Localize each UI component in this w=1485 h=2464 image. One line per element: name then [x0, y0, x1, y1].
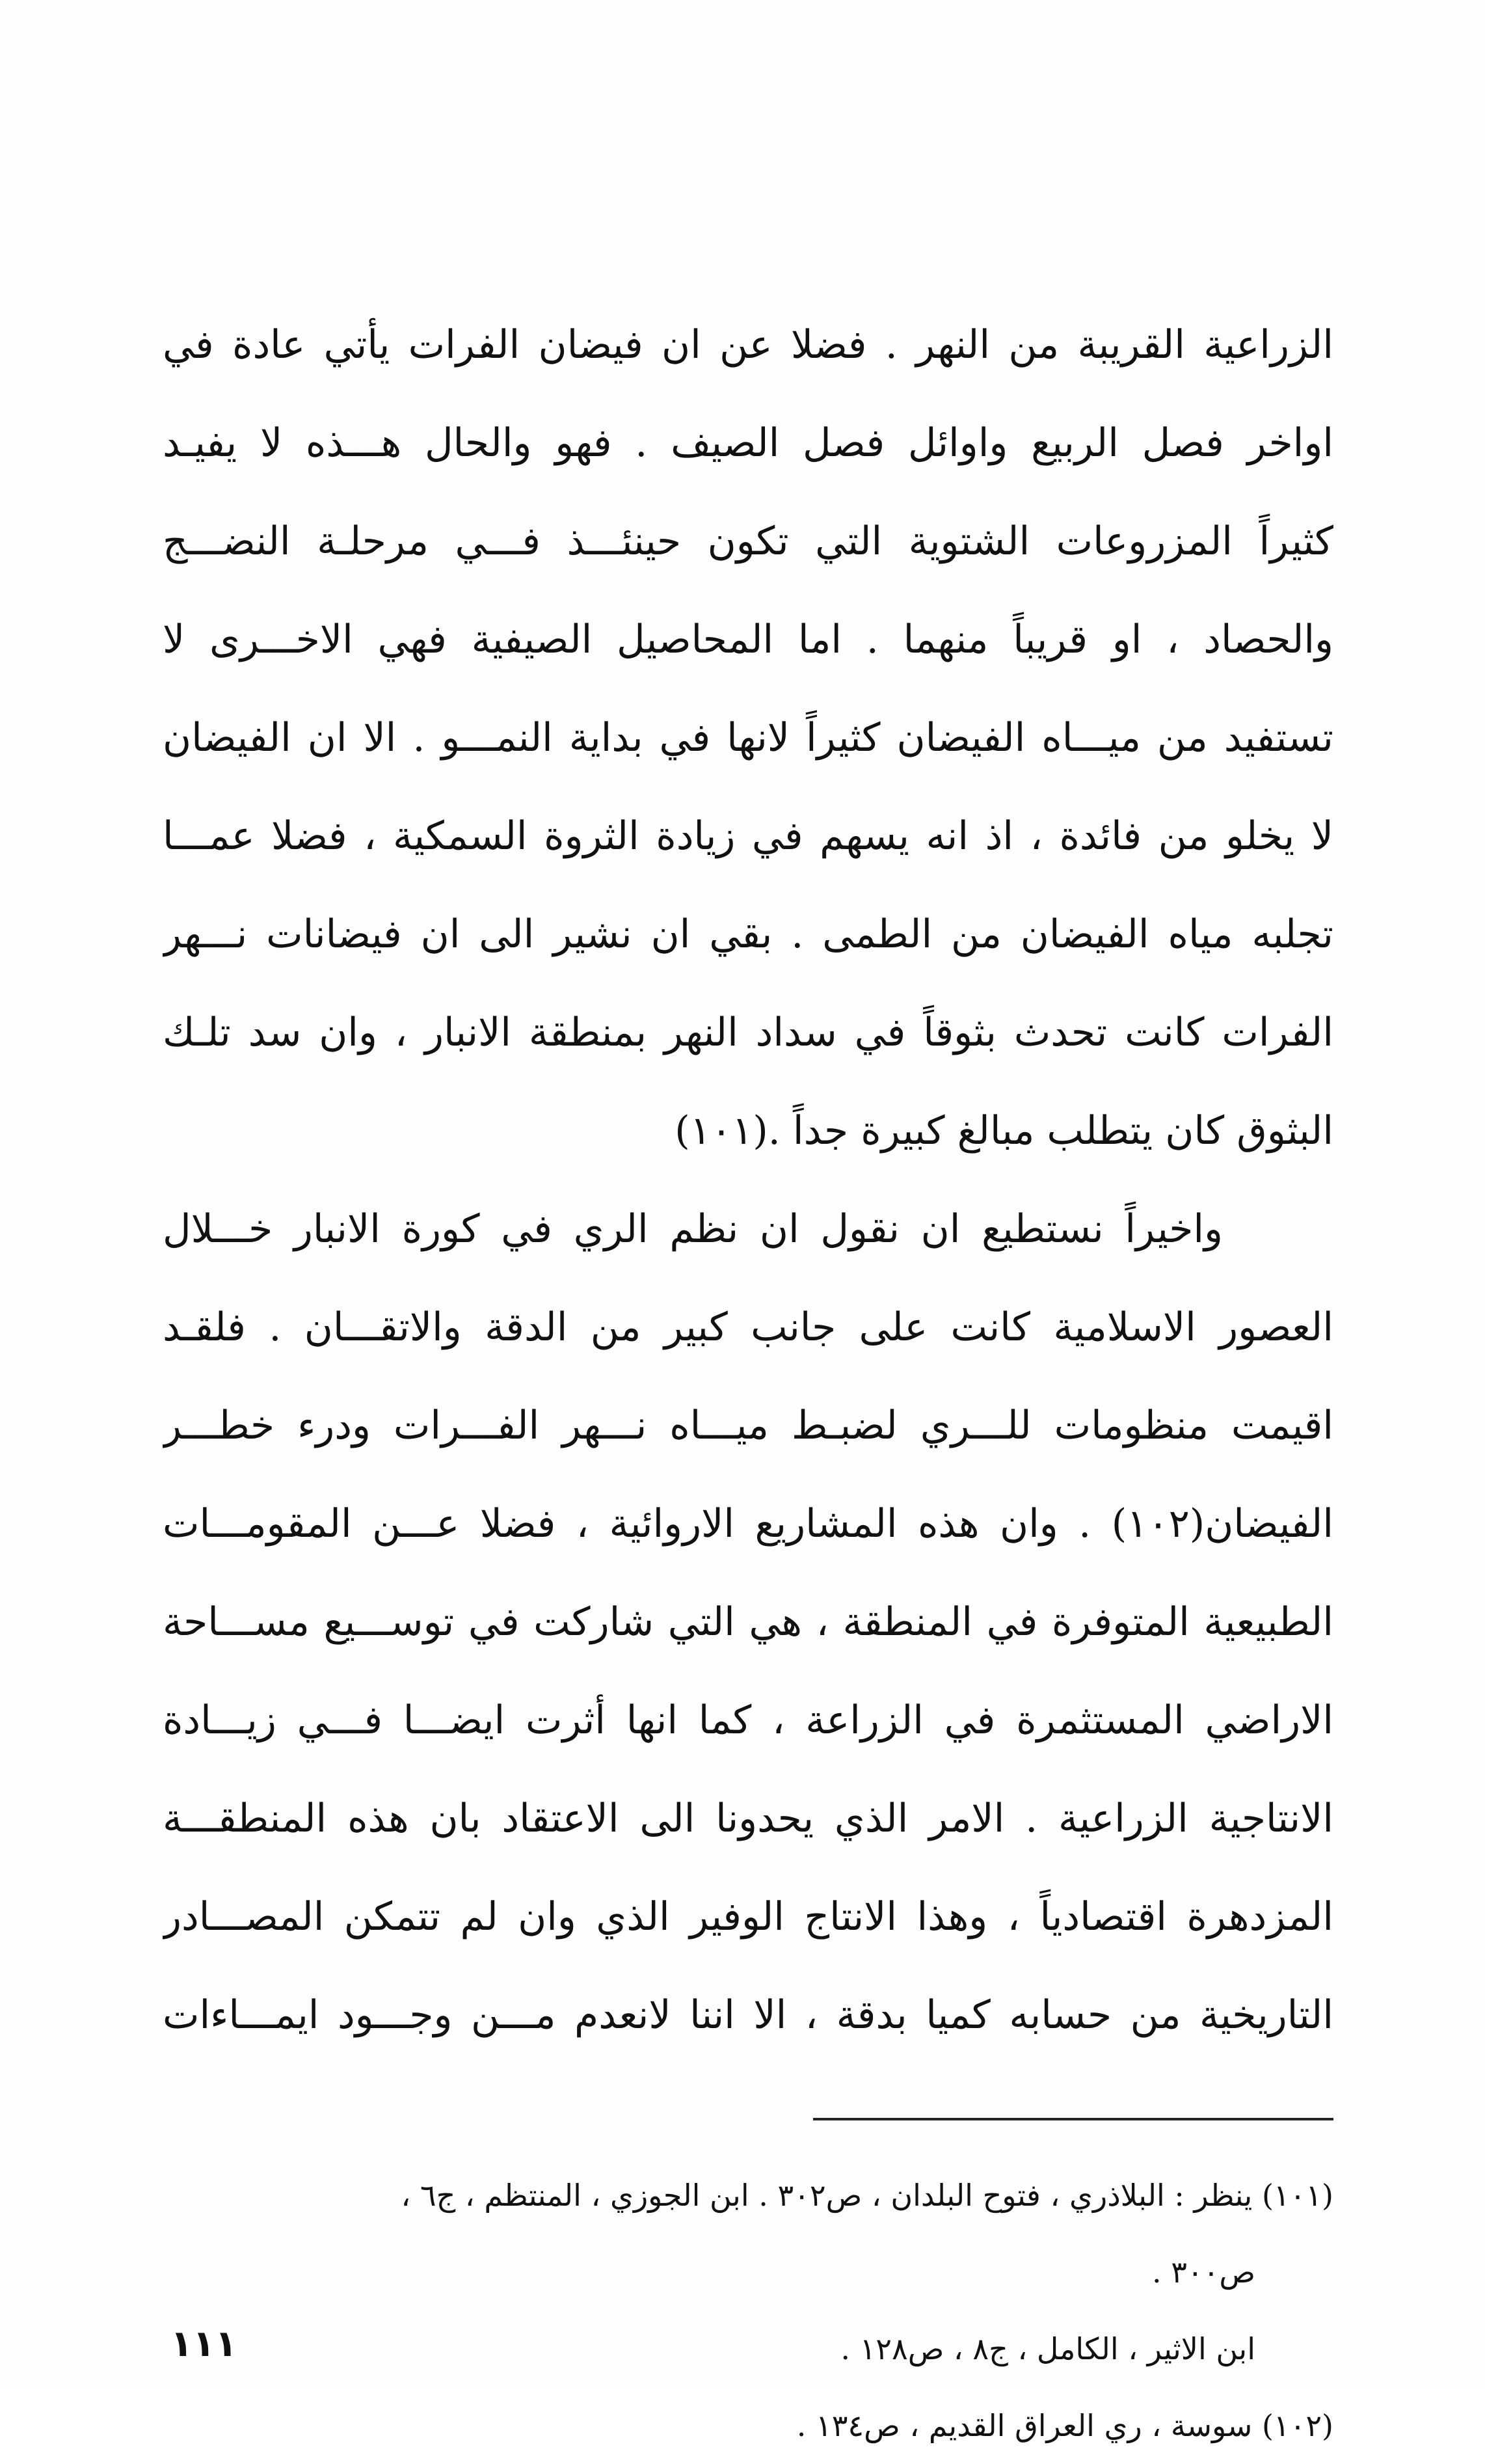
- footnote-101-continuation: ابن الاثير ، الكامل ، ج٨ ، ص١٢٨ .: [840, 2331, 1255, 2366]
- text-line: الفيضان(١٠٢) . وان هذه المشاريع الاروائية ، فضلا عـــن المقومـــات: [163, 1501, 1333, 1547]
- paragraph-end-line: البثوق كان يتطلب مبالغ كبيرة جداً .(١٠١): [675, 1108, 1333, 1154]
- text-line: العصور الاسلامية كانت على جانب كبير من الدقة والاتقـــان . فلقـد: [163, 1305, 1333, 1350]
- text-line: تستفيد من ميـــاه الفيضان كثيراً لانها في بداية النمـــو . الا ان الفيضان: [163, 715, 1333, 761]
- text-line: كثيراً المزروعات الشتوية التي تكون حينئـــذ فـــي مرحلـة النضـــج: [163, 519, 1333, 564]
- text-line: الطبيعية المتوفرة في المنطقة ، هي التي شاركت في توســـيع مســـاحة: [163, 1599, 1333, 1645]
- text-line: لا يخلو من فائدة ، اذ انه يسهم في زيادة الثروة السمكية ، فضلا عمـــا: [163, 813, 1333, 859]
- footnotes: [163, 2157, 1333, 2464]
- page-number: ١١١: [170, 2323, 237, 2365]
- main-text-block: [163, 296, 1333, 2065]
- text-line: المزدهرة اقتصادياً ، وهذا الانتاج الوفير الذي وان لم تتمكن المصـــادر: [163, 1894, 1333, 1940]
- text-line: الزراعية القريبة من النهر . فضلا عن ان فيضان الفرات يأتي عادة في: [163, 322, 1333, 368]
- footnote-101: (١٠١) ينظر : البلاذري ، فتوح البلدان ، ص٣٠٢ . ابن الجوزي ، المنتظم ، ج٦ ،: [401, 2178, 1333, 2213]
- text-line: اقيمت منظومات للـــري لضبـط ميـــاه نـــهر الفـــرات ودرء خطـــر: [163, 1403, 1333, 1448]
- paragraph-start-line: واخيراً نستطيع ان نقول ان نظم الري في كورة الانبار خـــلال: [163, 1206, 1223, 1252]
- footnote-102: (١٠٢) سوسة ، ري العراق القديم ، ص١٣٤ .: [796, 2408, 1333, 2443]
- text-line: التاريخية من حسابه كميا بدقة ، الا اننا لانعدم مـــن وجـــود ايمـــاءات: [163, 1992, 1333, 2038]
- footnote-separator: [813, 2118, 1333, 2120]
- text-line: الانتاجية الزراعية . الامر الذي يحدونا الى الاعتقاد بان هذه المنطقـــة: [163, 1796, 1333, 1841]
- text-line: اواخر فصل الربيع واوائل فصل الصيف . فهو والحال هـــذه لا يفيـد: [163, 420, 1333, 466]
- text-line: والحصاد ، او قريباً منهما . اما المحاصيل الصيفية فهي الاخـــرى لا: [163, 617, 1333, 662]
- text-line: الفرات كانت تحدث بثوقاً في سداد النهر بمنطقة الانبار ، وان سد تلـك: [163, 1010, 1333, 1055]
- text-line: الاراضي المستثمرة في الزراعة ، كما انها أثرت ايضـــا فـــي زيـــادة: [163, 1698, 1333, 1743]
- text-line: تجلبه مياه الفيضان من الطمى . بقي ان نشير الى ان فيضانات نـــهر: [163, 912, 1333, 957]
- footnote-101-continuation: ص٣٠٠ .: [1152, 2254, 1255, 2290]
